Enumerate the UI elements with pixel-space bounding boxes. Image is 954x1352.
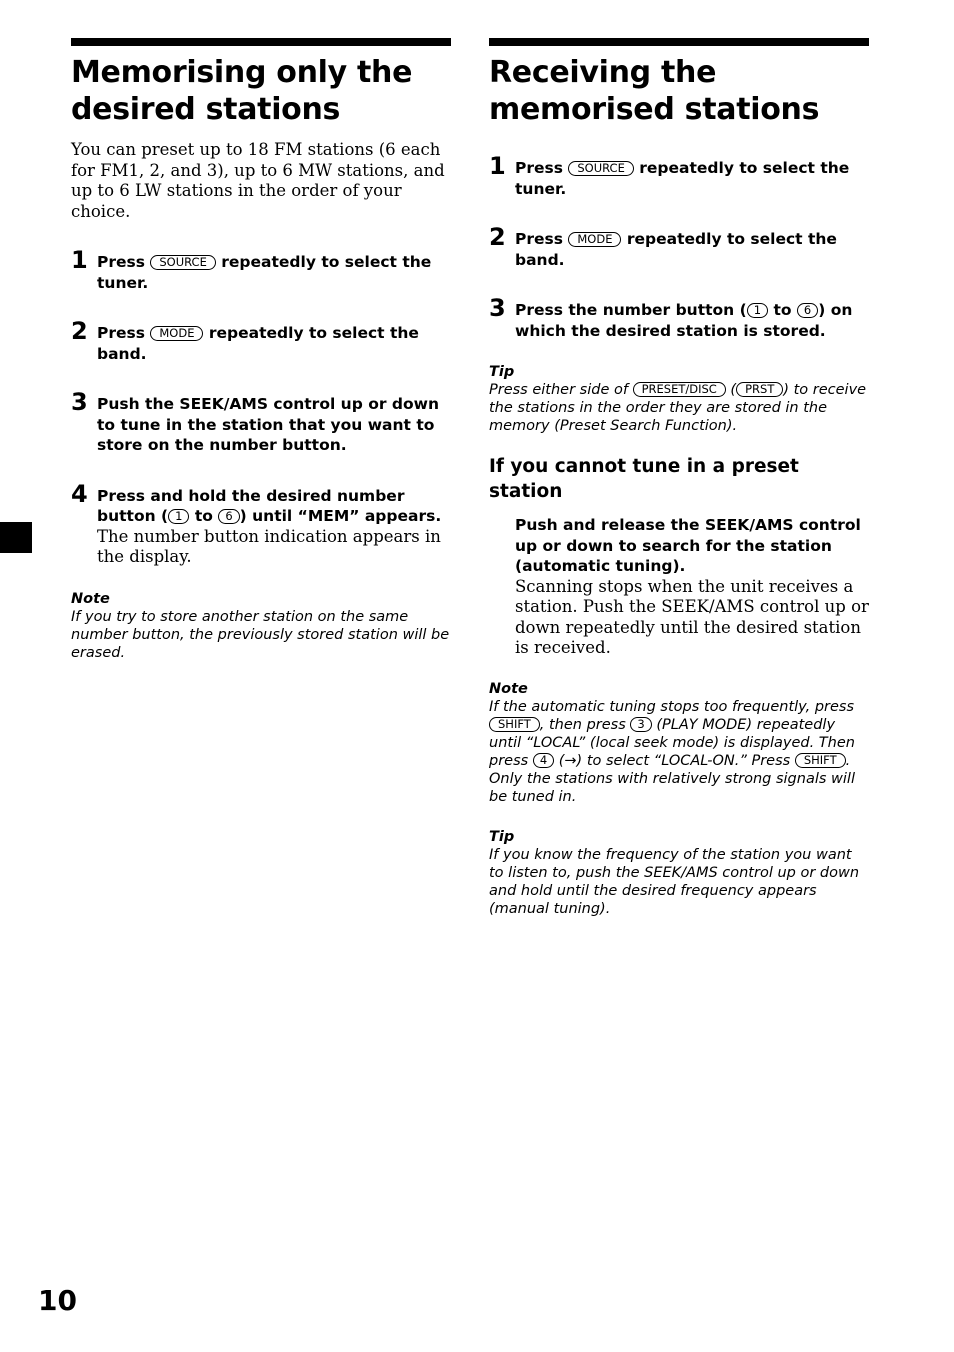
left-intro: You can preset up to 18 FM stations (6 each for FM1, 2, and 3), up to 6 MW stations, and up to 6 LW stations in the order of your choice. (71, 140, 445, 221)
tip-label: Tip (489, 828, 515, 845)
source-key: SOURCE (568, 161, 633, 176)
step-number: 3 (71, 388, 88, 416)
preset-disc-key: PRESET/DISC (633, 382, 726, 397)
number-key-6: 6 (797, 303, 818, 318)
right-sub-step (489, 515, 869, 659)
step-number: 1 (489, 152, 506, 180)
left-section-title: Memorising only the desired stations (71, 55, 413, 127)
number-key-4: 4 (533, 753, 554, 768)
right-step-1 (489, 152, 869, 199)
note-label: Note (489, 680, 528, 697)
left-column (71, 38, 451, 662)
number-key-3: 3 (630, 717, 651, 732)
step-instruction: Press the number button ( 1 to 6 ) on which the desired station is stored. (515, 301, 853, 340)
section-tab-marker (0, 522, 32, 553)
number-key-1: 1 (747, 303, 768, 318)
step-number: 2 (71, 317, 88, 345)
left-step-4 (71, 479, 451, 568)
right-column (489, 38, 869, 918)
step-instruction: Press MODE repeatedly to select the band. (515, 230, 837, 269)
step-number: 1 (71, 246, 88, 274)
shift-key: SHIFT (489, 717, 540, 732)
step-number: 4 (71, 479, 88, 508)
right-section-title: Receiving the memorised stations (489, 55, 820, 127)
step-explanation: The number button indication appears in the display. (97, 526, 441, 566)
right-step-3 (489, 294, 869, 341)
page-number: 10 (38, 1284, 77, 1317)
left-step-1 (71, 246, 451, 293)
left-step-3 (71, 388, 451, 456)
note-text: If you try to store another station on the same number button, the previously stored station will be erased. (71, 608, 450, 661)
mode-key: MODE (568, 232, 621, 247)
step-instruction: Push and release the SEEK/AMS control up or down to search for the station (automatic tuning). (515, 516, 861, 575)
tip-label: Tip (489, 364, 515, 380)
left-step-2 (71, 317, 451, 364)
mode-key: MODE (150, 326, 203, 341)
step-instruction: Press SOURCE repeatedly to select the tuner. (515, 159, 850, 198)
right-tip-1 (489, 363, 869, 435)
step-instruction: Press and hold the desired number button ( 1 to 6 ) until “MEM” appears. (97, 486, 442, 525)
step-explanation: Scanning stops when the unit receives a station. Push the SEEK/AMS control up or down repeatedly until the desired station is received. (515, 576, 869, 657)
right-note (489, 680, 869, 806)
step-number: 3 (489, 294, 506, 322)
step-instruction: Press SOURCE repeatedly to select the tuner. (97, 253, 432, 292)
note-label: Note (71, 590, 110, 607)
note-text: If the automatic tuning stops too frequently, press SHIFT , then press 3 (PLAY MODE) repeatedly until “LOCAL” (local seek mode) is displayed. Then press 4 (→) to select “LOCAL-ON.” Press SHIFT . Only the stations with relatively strong signals will be tuned in. (489, 698, 855, 805)
prst-key: PRST (736, 382, 783, 397)
right-tip-2 (489, 828, 869, 918)
tip-text: If you know the frequency of the station you want to listen to, push the SEEK/AMS control up or down and hold until the desired frequency appears (manual tuning). (489, 846, 860, 917)
number-key-6: 6 (218, 509, 239, 524)
section-rule-right (489, 38, 869, 46)
step-number: 2 (489, 223, 506, 251)
step-instruction: Push the SEEK/AMS control up or down to tune in the station that you want to store on the number button. (97, 395, 439, 454)
source-key: SOURCE (150, 255, 215, 270)
section-rule-left (71, 38, 451, 46)
right-step-2 (489, 223, 869, 270)
left-note (71, 590, 451, 662)
subheading: If you cannot tune in a preset station (489, 456, 799, 502)
shift-key: SHIFT (795, 753, 846, 768)
step-instruction: Press MODE repeatedly to select the band. (97, 324, 419, 363)
number-key-1: 1 (168, 509, 189, 524)
tip-text: Press either side of PRESET/DISC ( PRST ) to receive the stations in the order they are stored in the memory (Preset Search Function). (489, 382, 867, 434)
